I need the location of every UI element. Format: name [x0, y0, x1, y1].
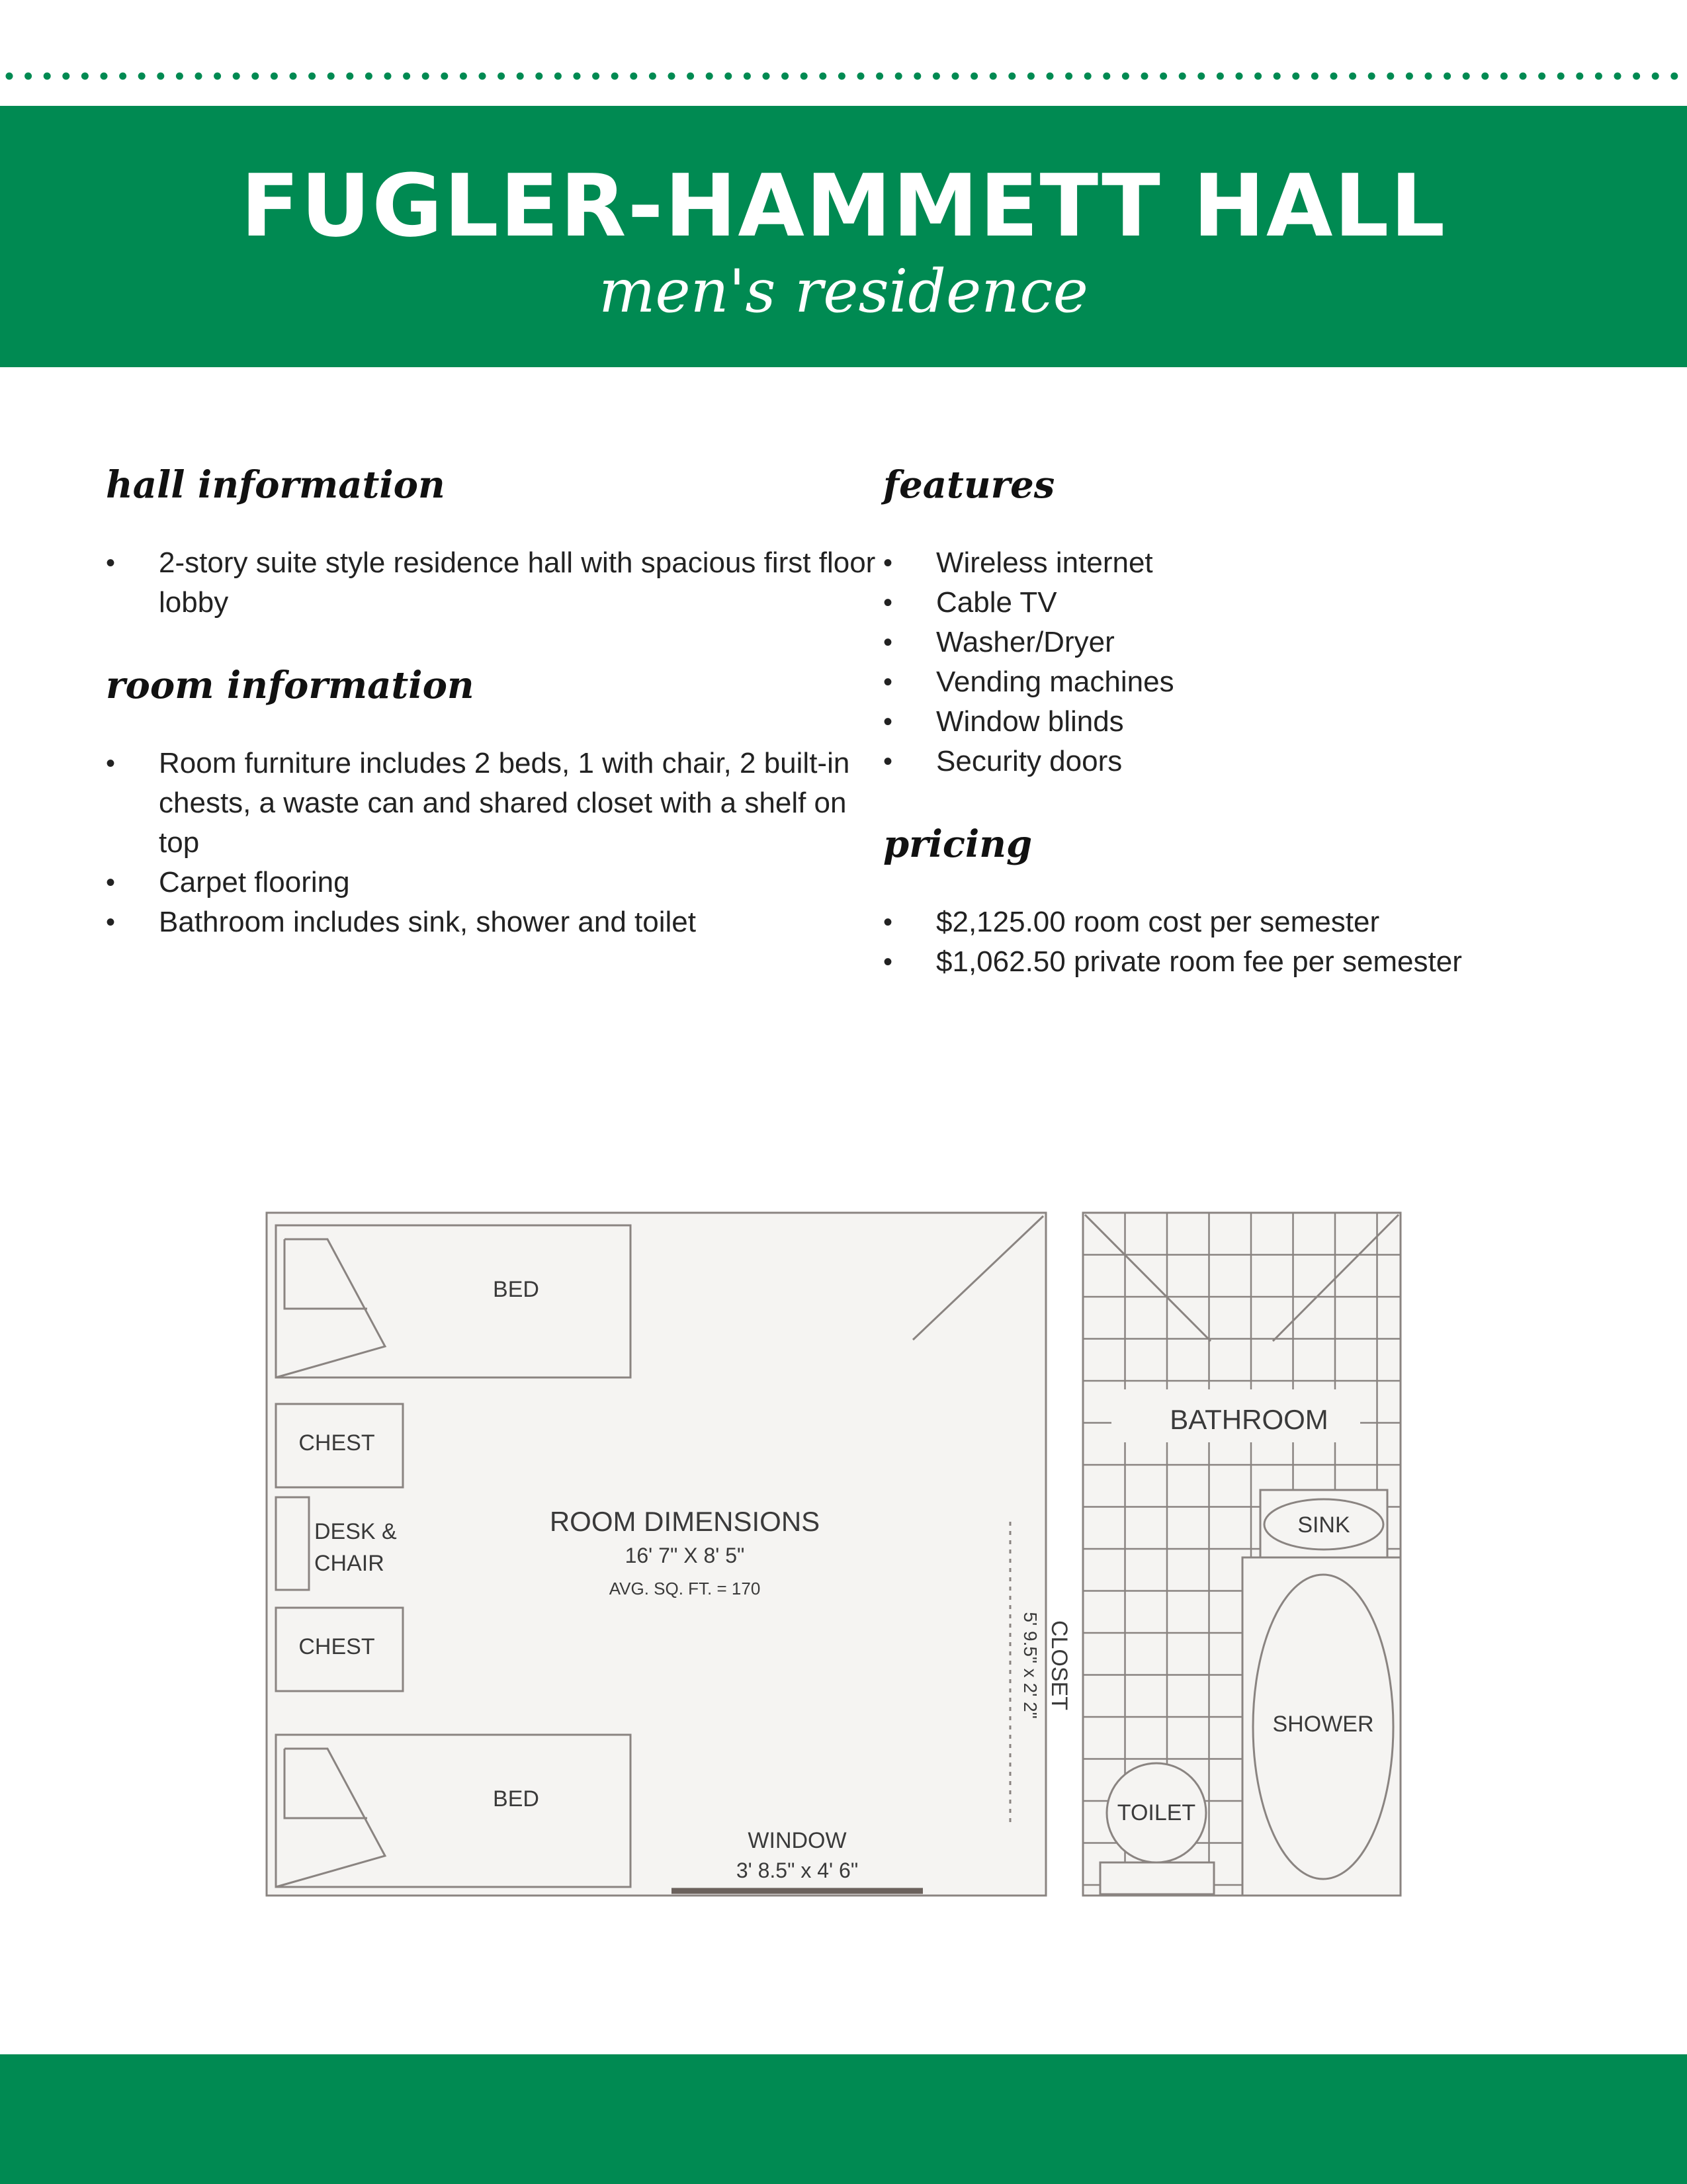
room-dimensions-label: ROOM DIMENSIONS [549, 1506, 820, 1537]
window-size: 3' 8.5" x 4' 6" [736, 1858, 859, 1882]
sink-label: SINK [1297, 1512, 1350, 1538]
list-item: • Washer/Dryer [883, 623, 1664, 662]
footer-bar [0, 2054, 1687, 2184]
list-item: • Security doors [883, 742, 1664, 781]
page-title: FUGLER-HAMMETT HALL [240, 155, 1447, 256]
room-information-heading: room information [106, 664, 474, 708]
chest-label: CHEST [298, 1634, 375, 1659]
pricing-heading: pricing [883, 822, 1033, 867]
list-item: • Window blinds [883, 702, 1664, 742]
bathroom-label: BATHROOM [1170, 1404, 1328, 1435]
page-subtitle: men's residence [599, 257, 1088, 326]
shower-label: SHOWER [1272, 1712, 1374, 1737]
toilet-label: TOILET [1117, 1800, 1196, 1825]
list-item: • Cable TV [883, 583, 1664, 623]
list-item: • $2,125.00 room cost per semester [883, 902, 1664, 942]
list-item: • Vending machines [883, 662, 1664, 702]
list-item: • Carpet flooring [106, 863, 887, 902]
closet-size: 5' 9.5" x 2' 2" [1020, 1612, 1041, 1719]
bed-label: BED [493, 1277, 539, 1302]
bathroom [1083, 1213, 1401, 1896]
desk-label-line2: CHAIR [314, 1551, 384, 1576]
desk-label-line1: DESK & [314, 1519, 397, 1544]
closet-label: CLOSET [1047, 1620, 1072, 1711]
list-item: • $1,062.50 private room fee per semester [883, 942, 1664, 982]
list-item: • Bathroom includes sink, shower and toilet [106, 902, 887, 942]
hall-information-heading: hall information [106, 463, 445, 507]
list-item: • Room furniture includes 2 beds, 1 with chair, 2 built-in chests, a waste can and shared closet with a shelf on top [106, 744, 887, 863]
bed-label: BED [493, 1786, 539, 1812]
avg-sqft: AVG. SQ. FT. = 170 [609, 1579, 761, 1598]
room-size: 16' 7" X 8' 5" [625, 1544, 745, 1567]
window-label: WINDOW [748, 1828, 847, 1853]
list-item: • Wireless internet [883, 543, 1664, 583]
list-item: • 2-story suite style residence hall with spacious first floor lobby [106, 543, 887, 623]
chest-label: CHEST [298, 1430, 375, 1456]
toilet-tank [1100, 1862, 1214, 1894]
features-heading: features [883, 463, 1055, 507]
